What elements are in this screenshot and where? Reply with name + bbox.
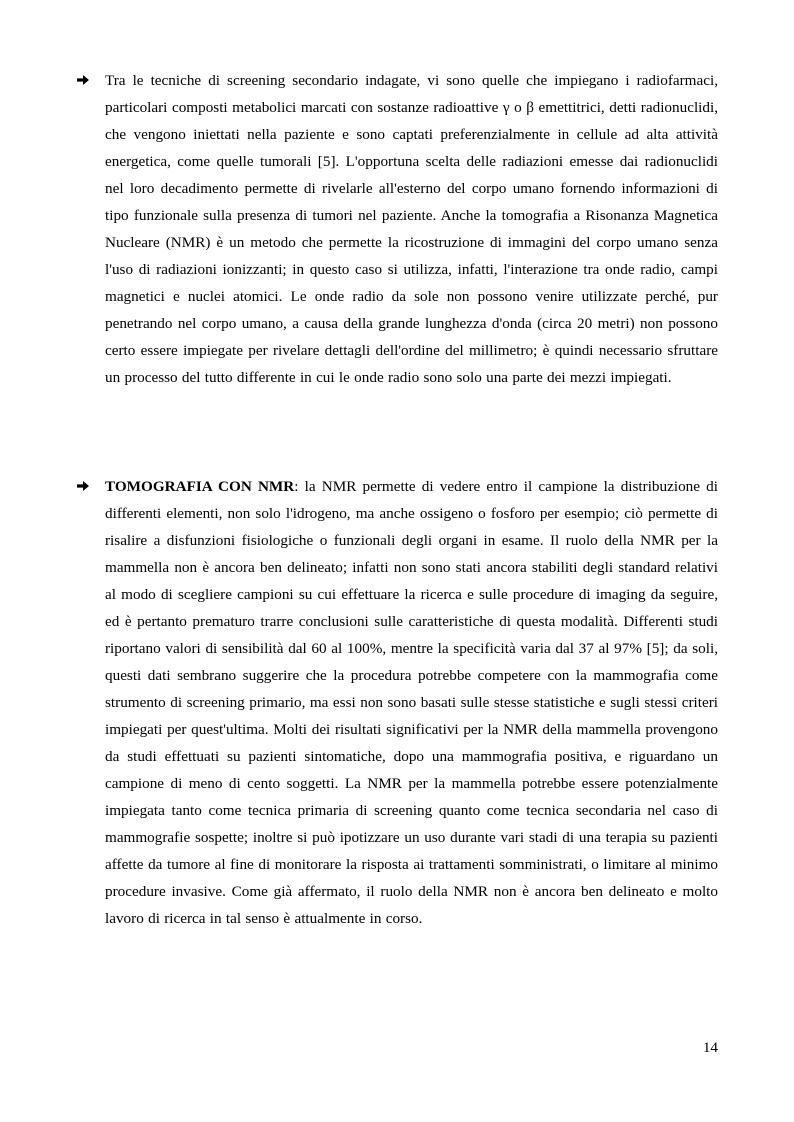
- paragraph-radiofarmaci: [105, 67, 718, 391]
- bullet-item-radiofarmaci: [76, 67, 718, 391]
- right-arrow-icon: [76, 479, 90, 493]
- paragraph-text: : la NMR permette di vedere entro il campione la distribuzione di differenti elementi, non solo l'idrogeno, ma anche ossigeno o fosforo per esempio; ciò permette di risalire a disfunzioni fisiologiche o funzionali degli organi in esame. Il ruolo della NMR per la mammella non è ancora ben delineato; infatti non sono stati ancora stabiliti degli standard relativi al modo di scegliere campioni su cui effettuare la ricerca e sulle procedure di imaging da seguire, ed è pertanto prematuro trarre conclusioni sulle caratteristiche di questa modalità. Differenti studi riportano valori di sensibilità dal 60 al 100%, mentre la specificità varia dal 37 al 97% [5]; da soli, questi dati sembrano suggerire che la procedura potrebbe competere con la mammografia come strumento di screening primario, ma essi non sono basati sulle stesse statistiche e sugli stessi criteri impiegati per quest'ultima. Molti dei risultati significativi per la NMR della mammella provengono da studi effettuati su pazienti sintomatiche, dopo una mammografia positiva, e riguardano un campione di meno di cento soggetti. La NMR per la mammella potrebbe essere potenzialmente impiegata tanto come tecnica primaria di screening quanto come tecnica secondaria nel caso di mammografie sospette; inoltre si può ipotizzare un uso durante vari stadi di una terapia su pazienti affette da tumore al fine di monitorare la risposta ai trattamenti somministrati, o limitare al minimo procedure invasive. Come già affermato, il ruolo della NMR non è ancora ben delineato e molto lavoro di ricerca in tal senso è attualmente in corso.: [105, 478, 718, 927]
- right-arrow-icon: [76, 73, 90, 87]
- paragraph-tomografia-nmr: [105, 473, 718, 932]
- bullet-item-tomografia-nmr: [76, 473, 718, 932]
- paragraph-text: Tra le tecniche di screening secondario indagate, vi sono quelle che impiegano i radiofarmaci, particolari composti metabolici marcati con sostanze radioattive γ o β emettitrici, detti radionuclidi, che vengono iniettati nella paziente e sono captati preferenzialmente in cellule ad alta attività energetica, come quelle tumorali [5]. L'opportuna scelta delle radiazioni emesse dai radionuclidi nel loro decadimento permette di rivelarle all'esterno del corpo umano fornendo informazioni di tipo funzionale sulla presenza di tumori nel paziente. Anche la tomografia a Risonanza Magnetica Nucleare (NMR) è un metodo che permette la ricostruzione di immagini del corpo umano senza l'uso di radiazioni ionizzanti; in questo caso si utilizza, infatti, l'interazione tra onde radio, campi magnetici e nuclei atomici. Le onde radio da sole non possono venire utilizzate perché, pur penetrando nel corpo umano, a causa della grande lunghezza d'onda (circa 20 metri) non possono certo essere impiegate per rivelare dettagli dell'ordine del millimetro; è quindi necessario sfruttare un processo del tutto differente in cui le onde radio sono solo una parte dei mezzi impiegati.: [105, 72, 718, 386]
- paragraph-lead-heading: TOMOGRAFIA CON NMR: [105, 478, 295, 495]
- page-number: 14: [702, 1039, 718, 1056]
